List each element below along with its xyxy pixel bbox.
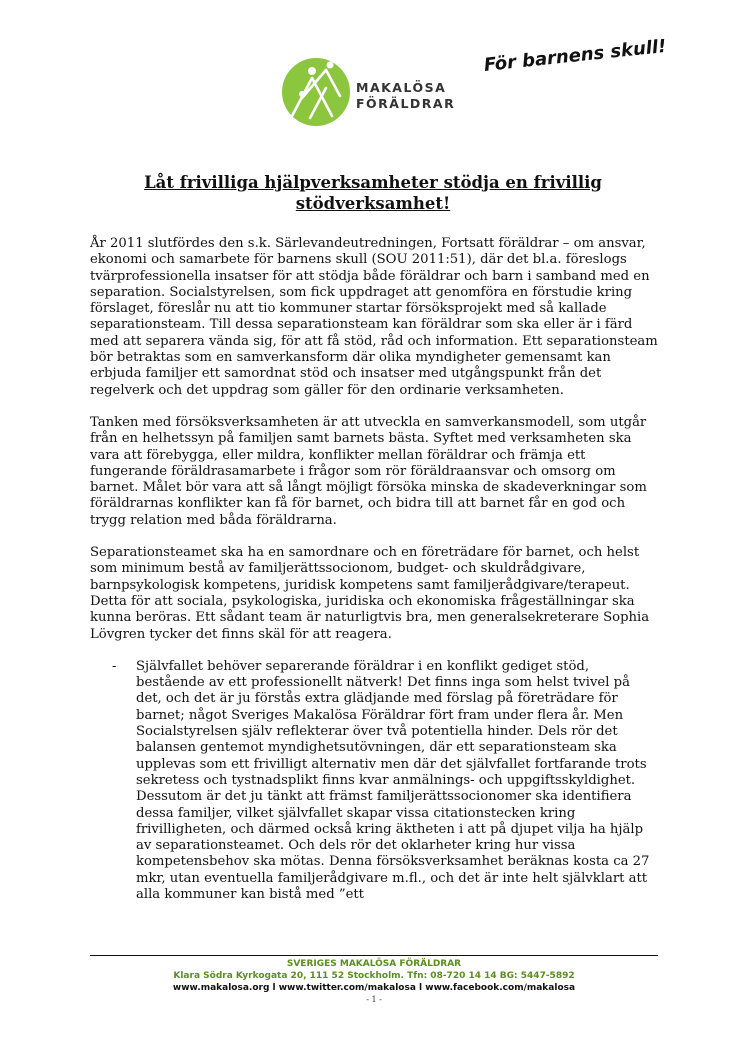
logo-figures-icon: [282, 58, 350, 126]
bullet-text: Självfallet behöver separerande föräldrar i en konflikt gediget stöd, bestående av ett professionellt nätverk! Det finns inga som helst tvivel på det, och det är ju förstås extra glädjande med förslag på företrädare för barnet; något Sveriges Makalösa Föräldrar fört fram under flera år. Men Socialstyrelsen själv reflekterar över två potentiella hinder. Dels rör det balansen gentemot myndighetsutövningen, där ett separationsteam ska upplevas som ett frivilligt alternativ men där det självfallet fortfarande trots sekretess och tystnadsplikt finns kvar anmälnings- och uppgiftsskyldighet. Dessutom är det ju tänkt att främst familjerättssocionomer ska identifiera dessa familjer, vilket självfallet skapar vissa citationstecken kring frivilligheten, och därmed också kring äktheten i att på djupet vilja ha hjälp av separationsteamet. Och dels rör det oklarheter kring hur vissa kompetensbehov ska mötas. Denna försöksverksamhet beräknas kosta ca 27 mkr, utan eventuella familjerådgivare m.fl., och det är inte helt självklart att alla kommuner kan bistå med ”ett: [136, 658, 650, 902]
paragraph: Separationsteamet ska ha en samordnare och en företrädare för barnet, och helst som minimum bestå av familjerättssocionom, budget- och skuldrådgivare, barnpsykologisk kompetens, juridisk kompetens samt familjerådgivare/terapeut. Detta för att sociala, psykologiska, juridiska och ekonomiska frågeställningar ska kunna beröras. Ett sådant team är naturligtvis bra, men generalsekreterare Sophia Lövgren tycker det finns skäl för att reagera.: [90, 545, 650, 642]
footer-address: Klara Södra Kyrkogata 20, 111 52 Stockholm. Tfn: 08-720 14 14 BG: 5447-5892: [173, 971, 575, 981]
logo-line-2: FÖRÄLDRAR: [356, 96, 456, 111]
page-number: - 1 -: [366, 995, 382, 1004]
document-body: [90, 236, 658, 903]
footer-org: SVERIGES MAKALÖSA FÖRÄLDRAR: [286, 959, 462, 969]
logo-text: [356, 80, 455, 112]
footer-links: www.makalosa.org l www.twitter.com/makalosa l www.facebook.com/makalosa: [172, 983, 576, 993]
bullet-marker: -: [112, 658, 117, 674]
paragraph: Tanken med försöksverksamheten är att utveckla en samverkansmodell, som utgår från en helhetssyn på familjen samt barnets bästa. Syftet med verksamheten ska vara att förebygga, eller mildra, konflikter mellan föräldrar och främja ett fungerande föräldrasamarbete i frågor som rör föräldraansvar och omsorg om barnet. Målet bör vara att så långt möjligt försöka minska de skadeverkningar som föräldrarnas konflikter kan få för barnet, och bidra till att barnet får en god och trygg relation med båda föräldrarna.: [90, 414, 647, 528]
logo-line-1: MAKALÖSA: [356, 80, 447, 95]
bullet-item: [90, 659, 658, 903]
logo: [280, 52, 465, 147]
page-header: [0, 0, 746, 160]
tagline: För barnens skull!: [482, 35, 668, 76]
document-title: Låt frivilliga hjälpverksamheter stödja en frivillig stödverksamhet!: [144, 173, 602, 213]
paragraph: År 2011 slutfördes den s.k. Särlevandeutredningen, Fortsatt föräldrar – om ansvar, ekonomi och samarbete för barnens skull (SOU 2011:51), där det bl.a. föreslogs tvärprofessionella insatser för att stödja både föräldrar och barn i samband med en separation. Socialstyrelsen, som fick uppdraget att genomföra en förstudie kring förslaget, föreslår nu att tio kommuner startar försöksprojekt med så kallade separationsteam. Till dessa separationsteam kan föräldrar som ska eller är i färd med att separera vända sig, för att få stöd, råd och information. Ett separationsteam bör betraktas som en samverkansform där olika myndigheter gemensamt kan erbjuda familjer ett samordnat stöd och insatser med utgångspunkt från det regelverk och det uppdrag som gäller för den ordinarie verksamheten.: [90, 236, 658, 398]
page-footer: [90, 955, 658, 1006]
footer-divider: [90, 955, 658, 956]
